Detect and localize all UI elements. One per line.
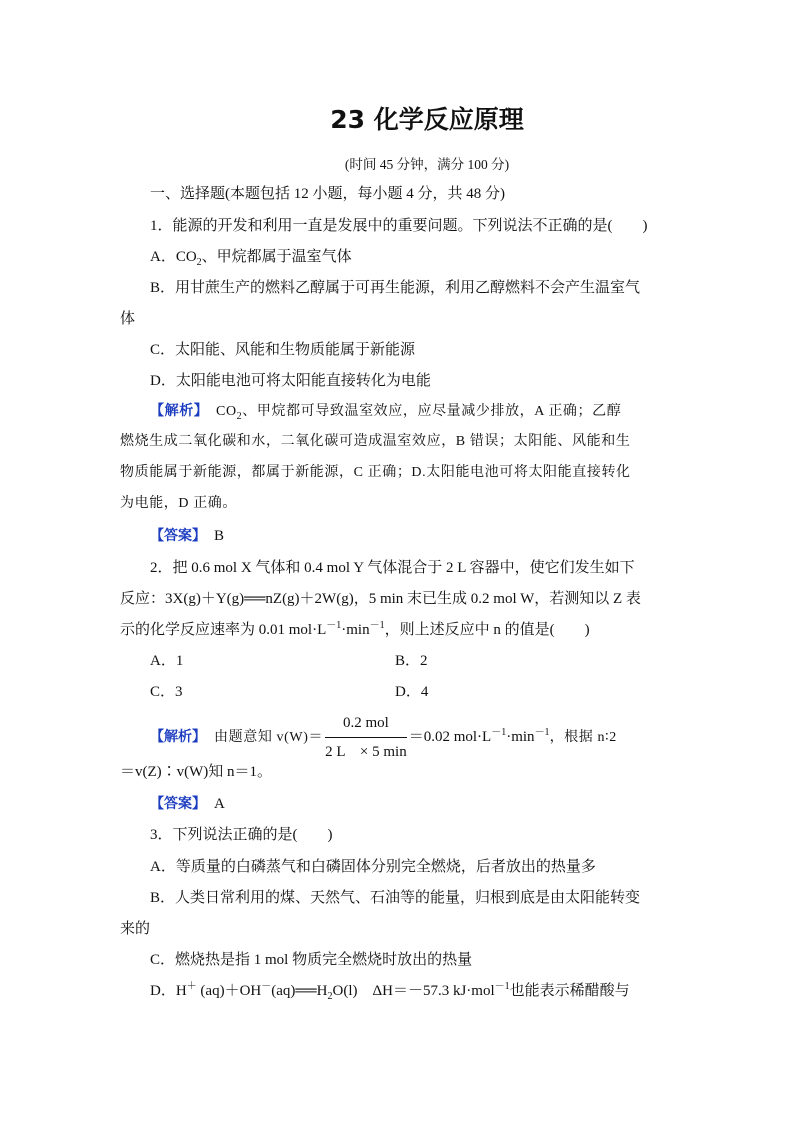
q3-option-b: B．人类日常利用的煤、天然气、石油等的能量，归根到底是由太阳能转变	[150, 890, 641, 906]
q3-stem: 3．下列说法正确的是( )	[150, 827, 333, 843]
q1-option-c: C．太阳能、风能和生物质能属于新能源	[150, 342, 416, 358]
q1-analysis-line4: 为电能，D 正确。	[120, 496, 238, 511]
q2-answer: 【答案】 A	[150, 796, 225, 812]
q1-answer: 【答案】 B	[150, 528, 225, 544]
q2-analysis-line2: ＝v(Z)∶v(W)知 n＝1。	[120, 764, 273, 780]
q2-option-a: A．1	[150, 653, 184, 669]
q2-option-b: B．2	[395, 653, 428, 669]
subtitle: (时间 45 分钟，满分 100 分)	[344, 157, 510, 172]
q3-option-c: C．燃烧热是指 1 mol 物质完全燃烧时放出的热量	[150, 952, 473, 968]
q2-stem-line3: 示的化学反应速率为 0.01 $mol\cdot L^{-1}\cdot\min^{-1}$，则上述反应中 n 的值是( )	[120, 620, 590, 638]
q1-option-b-cont: 体	[120, 311, 136, 327]
q2-options-row2	[150, 682, 710, 702]
q3-option-b-cont: 来的	[120, 921, 151, 937]
q1-option-b: B．用甘蔗生产的燃料乙醇属于可再生能源，利用乙醇燃料不会产生温室气	[150, 280, 641, 296]
q2-option-c: C．3	[150, 684, 183, 700]
q1-analysis: 【解析】 $CO_2$、甲烷都可导致温室效应，应尽量减少排放，A 正确；乙醇	[150, 403, 622, 422]
q2-stem: 2．把 0.6 mol X 气体和 0.4 mol Y 气体混合于 2 L 容器中，使它们发生如下	[150, 560, 635, 576]
q1-stem: 1．能源的开发和利用一直是发展中的重要问题。下列说法不正确的是( )	[150, 218, 648, 234]
q2-option-d: D．4	[395, 684, 429, 700]
q3-option-a: A．等质量的白磷蒸气和白磷固体分别完全燃烧，后者放出的热量多	[150, 859, 596, 875]
q1-option-d: D．太阳能电池可将太阳能直接转化为电能	[150, 373, 431, 389]
page-title: 23 化学反应原理	[330, 105, 524, 134]
q2-analysis: 【解析】 由题意知 v(W)＝ $\frac{\text{0.2 mol}}{2 L \times 5 \min}$ ＝0.02 $mol\cdot L^{-1}\cdot\min^{-1}$，根据 n∶2	[150, 712, 710, 763]
q1-analysis-line2: 燃烧生成二氧化碳和水，二氧化碳可造成温室效应，B 错误；太阳能、风能和生	[120, 434, 631, 449]
q2-stem-line2: 反应：3X(g)＋Y(g)══nZ(g)＋2W(g)，5 min 末已生成 0.2 mol W，若测知以 Z 表	[120, 591, 641, 607]
q1-option-a: A．$CO_2$、甲烷都属于温室气体	[150, 249, 352, 268]
q3-option-d: D．H＋ $(aq)+OH^-(aq)══H_2O(l)$ ΔH＝－57.3 kJ·mol$^{-1}$也能表示稀醋酸与	[150, 981, 630, 1002]
q2-options-row1	[150, 651, 710, 671]
q1-analysis-line3: 物质能属于新能源，都属于新能源，C 正确；D.太阳能电池可将太阳能直接转化	[120, 465, 631, 480]
fraction: $\frac{\text{0.2 mol}}{2 L \times 5 \min}$	[325, 712, 407, 763]
section-heading: 一、选择题(本题包括 12 小题，每小题 4 分，共 48 分)	[150, 186, 505, 202]
